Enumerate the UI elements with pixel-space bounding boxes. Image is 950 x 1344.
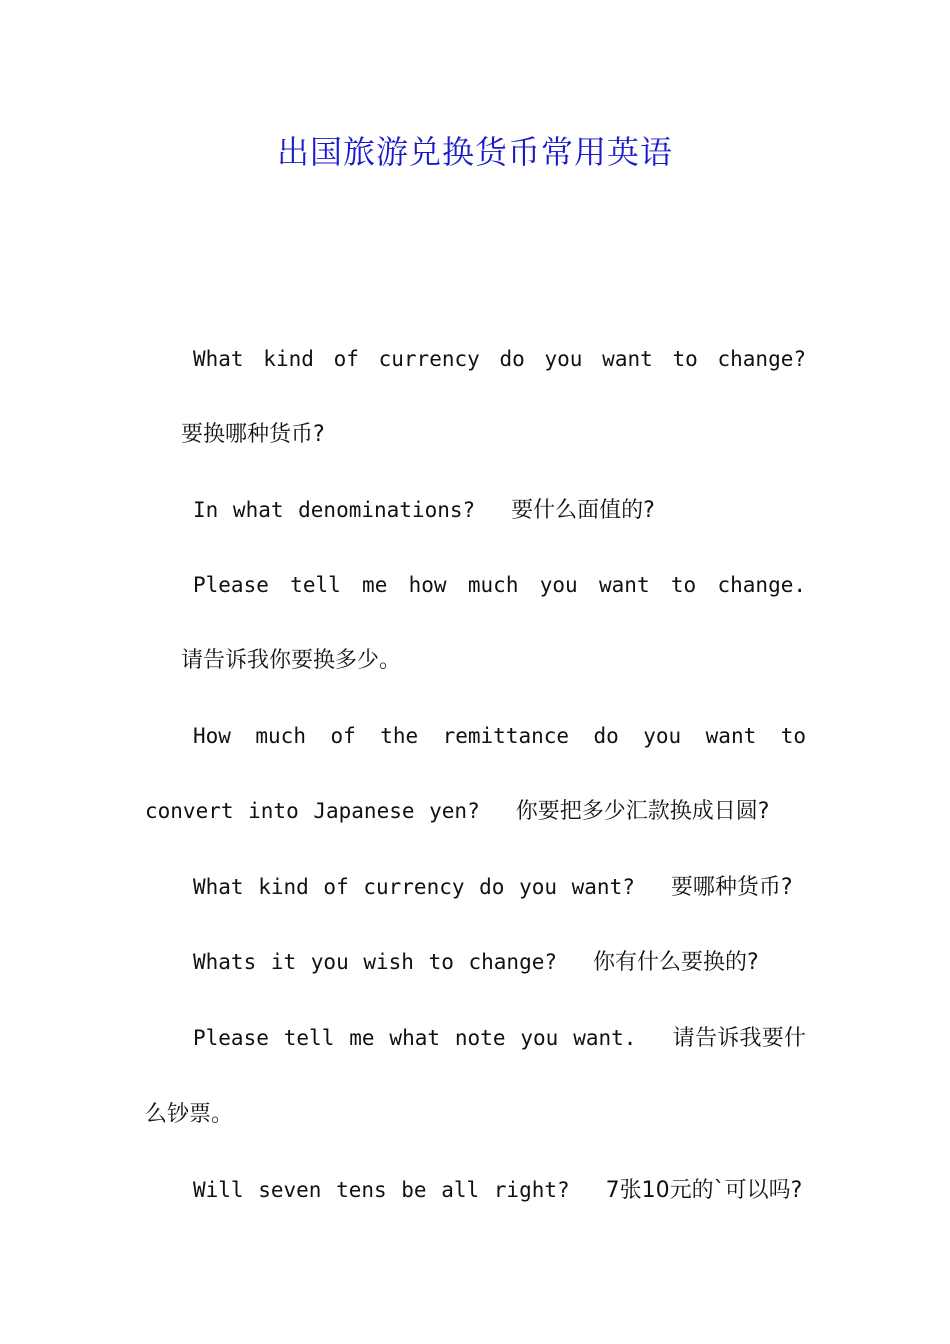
english-phrase: How much of the remittance do you want to convert into Japanese yen? [145,723,806,823]
english-phrase: What kind of currency do you want? [193,874,635,899]
paragraph [145,1001,806,1153]
chinese-translation: 你有什么要换的? [593,950,759,976]
chinese-translation: 你要把多少汇款换成日圆? [515,798,770,824]
document-title: 出国旅游兑换货币常用英语 [276,133,673,171]
paragraph [145,1153,806,1229]
paragraph [145,925,806,1001]
english-phrase: What kind of currency do you want to change? [193,347,806,371]
paragraph [145,548,806,699]
chinese-translation: 7张10元的`可以吗? [605,1177,803,1203]
english-phrase: Whats it you wish to change? [193,950,558,975]
english-phrase: Will seven tens be all right? [193,1177,570,1202]
document-body [145,322,806,1229]
english-phrase: Please tell me how much you want to change. [193,573,806,598]
chinese-translation: 要哪种货币? [670,874,793,900]
paragraph [145,699,806,850]
paragraph [145,850,806,926]
english-phrase: In what denominations? [193,497,476,522]
chinese-translation: 请告诉我你要换多少。 [181,648,402,674]
english-phrase: Please tell me what note you want. [193,1026,637,1051]
paragraph [145,322,806,473]
chinese-translation: 要换哪种货币? [181,421,325,447]
paragraph [145,473,806,549]
chinese-translation: 请告诉我要什么钞票。 [145,1026,806,1127]
chinese-translation: 要什么面值的? [511,497,655,523]
